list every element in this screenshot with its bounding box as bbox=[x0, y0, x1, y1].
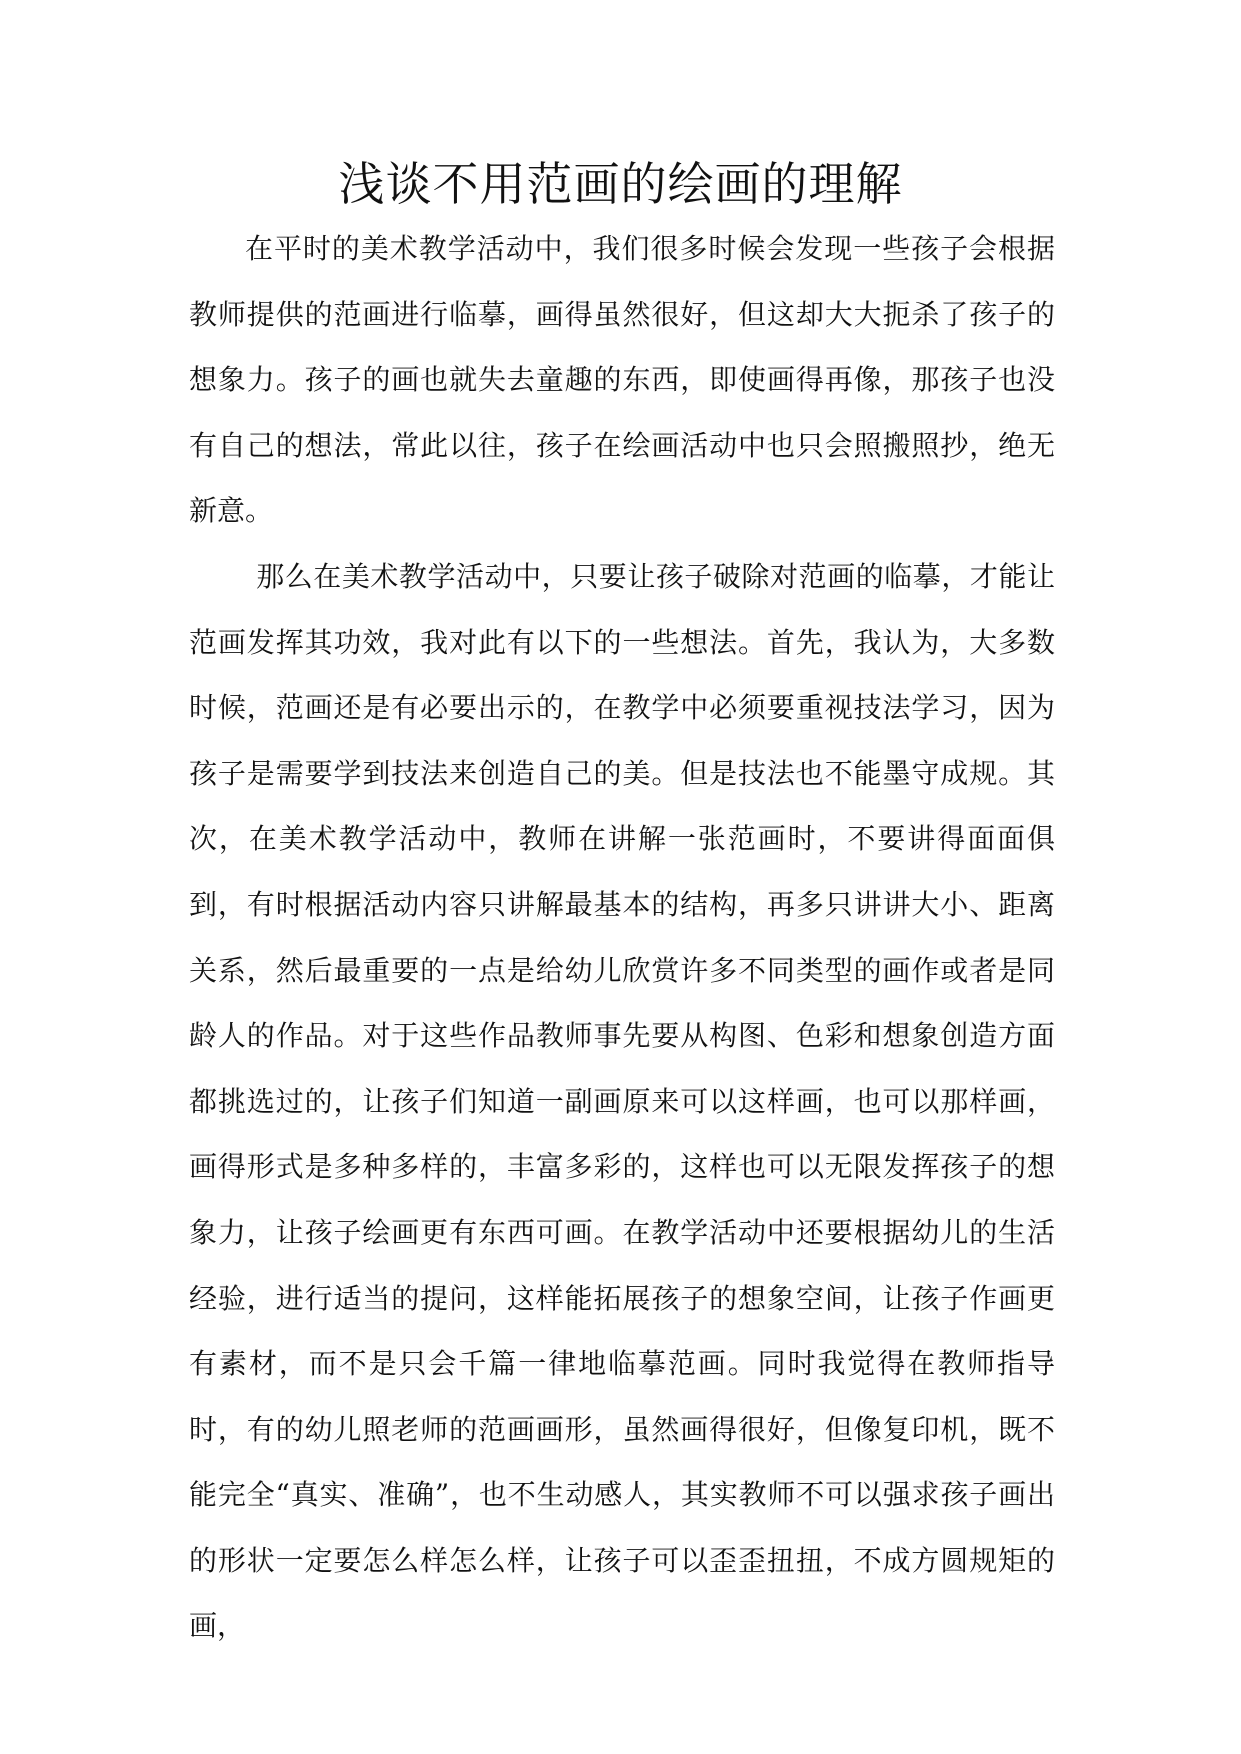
paragraph-2: 那么在美术教学活动中，只要让孩子破除对范画的临摹，才能让范画发挥其功效，我对此有以下的一些想法。首先，我认为，大多数时候，范画还是有必要出示的，在教学中必须要重视技法学习，因为孩子是需要学到技法来创造自己的美。但是技法也不能墨守成规。其次，在美术教学活动中，教师在讲解一张范画时，不要讲得面面俱到，有时根据活动内容只讲解最基本的结构，再多只讲讲大小、距离关系，然后最重要的一点是给幼儿欣赏许多不同类型的画作或者是同龄人的作品。对于这些作品教师事先要从构图、色彩和想象创造方面都挑选过的，让孩子们知道一副画原来可以这样画，也可以那样画，画得形式是多种多样的，丰富多彩的，这样也可以无限发挥孩子的想象力，让孩子绘画更有东西可画。在教学活动中还要根据幼儿的生活经验，进行适当的提问，这样能拓展孩子的想象空间，让孩子作画更有素材，而不是只会千篇一律地临摹范画。同时我觉得在教师指导时，有的幼儿照老师的范画画形，虽然画得很好，但像复印机，既不能完全“真实、准确”，也不生动感人，其实教师不可以强求孩子画出的形状一定要怎么样怎么样，让孩子可以歪歪扭扭，不成方圆规矩的画， bbox=[189, 559, 1055, 1643]
document-body bbox=[189, 216, 1055, 1659]
paragraph-1: 在平时的美术教学活动中，我们很多时候会发现一些孩子会根据教师提供的范画进行临摹，画得虽然很好，但这却大大扼杀了孩子的想象力。孩子的画也就失去童趣的东西，即使画得再像，那孩子也没有自己的想法，常此以往，孩子在绘画活动中也只会照搬照抄，绝无新意。 bbox=[189, 232, 1055, 528]
document-title: 浅谈不用范画的绘画的理解 bbox=[338, 157, 903, 211]
